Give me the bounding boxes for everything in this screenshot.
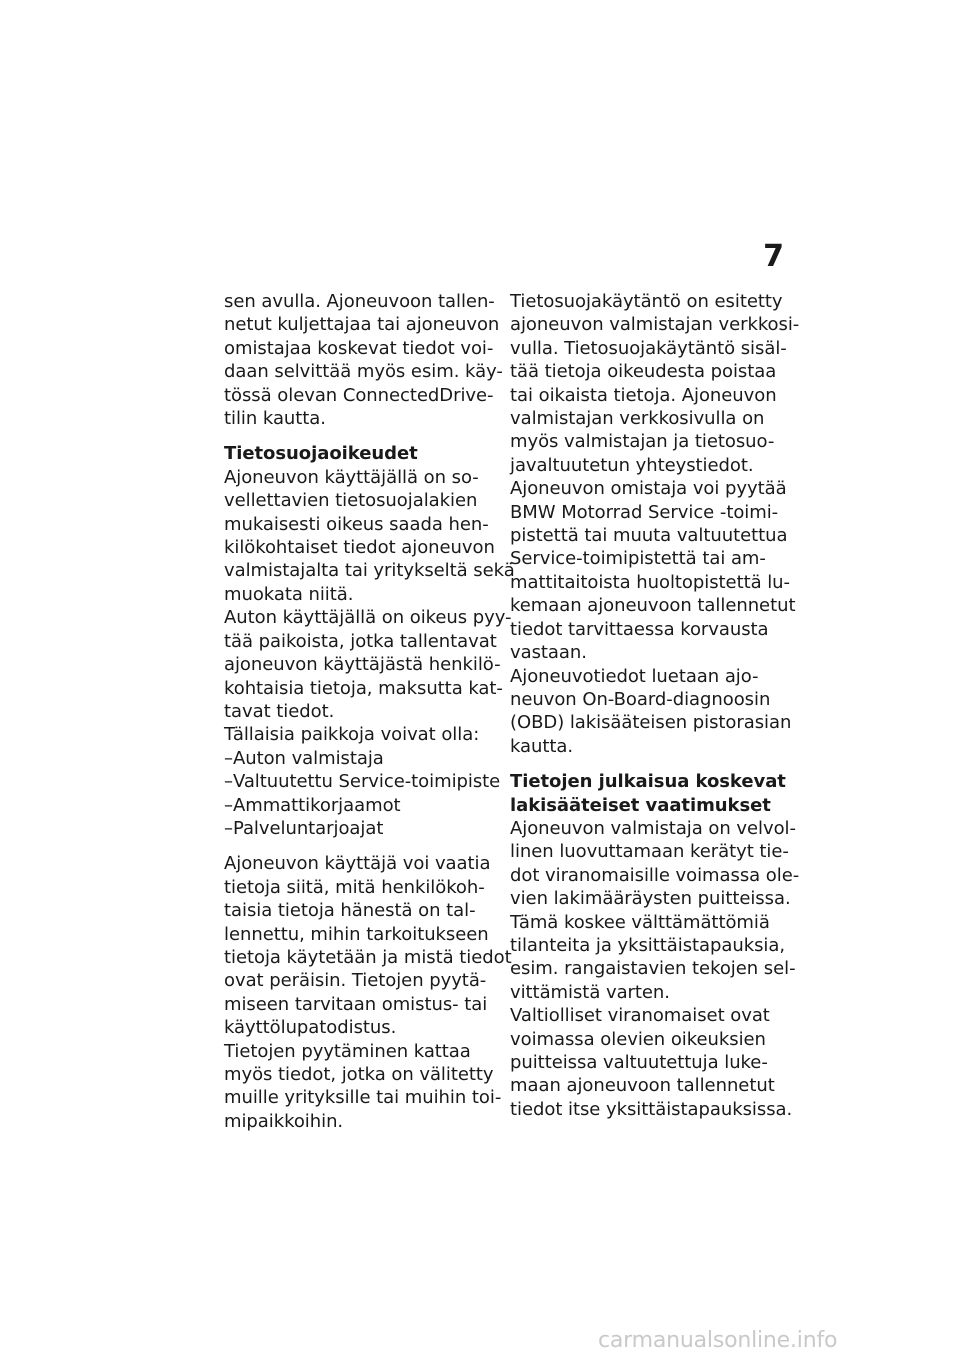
text-line: kemaan ajoneuvoon tallennetut xyxy=(510,595,796,617)
text-line: esim. rangaistavien tekojen sel- xyxy=(510,958,796,980)
text-line: vien lakimääräysten puitteissa. xyxy=(510,888,791,910)
text-line: dot viranomaisille voimassa ole- xyxy=(510,864,800,886)
paragraph-gap xyxy=(224,840,496,852)
text-line: kohtaisia tietoja, maksutta kat- xyxy=(224,677,503,699)
text-line: maan ajoneuvoon tallennetut xyxy=(510,1075,775,1097)
text-line: Tämä koskee välttämättömiä xyxy=(510,911,770,933)
text-line: mukaisesti oikeus saada hen- xyxy=(224,513,489,535)
text-line: lakisääteiset vaatimukset xyxy=(510,794,771,816)
text-line: ajoneuvon valmistajan verkkosi- xyxy=(510,314,800,336)
left-text-column xyxy=(224,290,515,1133)
text-line: Ajoneuvon käyttäjällä on so- xyxy=(224,466,479,488)
text-line: vittämistä varten. xyxy=(510,981,670,1003)
text-line: tiedot tarvittaessa korvausta xyxy=(510,618,769,640)
text-line: –Ammattikorjaamot xyxy=(224,794,401,816)
text-line: puitteissa valtuutettuja luke- xyxy=(510,1052,768,1073)
text-line: tai oikaista tietoja. Ajoneuvon xyxy=(510,384,777,406)
text-line: omistajaa koskevat tiedot voi- xyxy=(224,337,494,359)
text-line: Ajoneuvon käyttäjä voi vaatia xyxy=(224,853,491,875)
text-line: taisia tietoja hänestä on tal- xyxy=(224,900,476,922)
text-line: valmistajalta tai yritykseltä sekä xyxy=(224,560,515,582)
text-line: myös tiedot, jotka on välitetty xyxy=(224,1064,494,1085)
text-line: valmistajan verkkosivulla on xyxy=(510,408,765,430)
paragraph-gap xyxy=(510,758,782,770)
page-number: 7 xyxy=(763,239,784,274)
text-line: käyttölupatodistus. xyxy=(224,1017,397,1039)
text-line: tää paikoista, jotka tallentavat xyxy=(224,630,497,652)
text-line: tavat tiedot. xyxy=(224,700,335,722)
text-line: Valtiolliset viranomaiset ovat xyxy=(510,1005,770,1027)
text-line: miseen tarvitaan omistus- tai xyxy=(224,993,488,1015)
text-line: kilökohtaiset tiedot ajoneuvon xyxy=(224,537,495,559)
text-line: mipaikkoihin. xyxy=(224,1110,344,1132)
text-line: sen avulla. Ajoneuvoon tallen- xyxy=(224,291,495,312)
text-line: –Auton valmistaja xyxy=(224,747,384,769)
text-line: Ajoneuvon valmistaja on velvol- xyxy=(510,817,796,839)
text-line: –Valtuutettu Service-toimipiste xyxy=(224,771,501,793)
text-line: muille yrityksille tai muihin toi- xyxy=(224,1087,502,1109)
right-text-column xyxy=(510,290,800,1121)
text-line: kautta. xyxy=(510,735,574,757)
text-line: Tietosuojaoikeudet xyxy=(224,443,418,465)
paragraph-gap xyxy=(224,430,496,442)
text-line: tilin kautta. xyxy=(224,408,326,430)
text-line: tietoja siitä, mitä henkilökoh- xyxy=(224,876,485,898)
text-line: Tietojen pyytäminen kattaa xyxy=(224,1040,471,1062)
text-line: mattitaitoista huoltopistettä lu- xyxy=(510,571,790,593)
text-line: Ajoneuvotiedot luetaan ajo- xyxy=(510,665,759,687)
text-line: neuvon On-Board-diagnoosin xyxy=(510,688,771,710)
watermark-text: carmanualsonline.info xyxy=(598,1328,838,1353)
text-line: javaltuutetun yhteystiedot. xyxy=(510,454,754,476)
text-line: vellettavien tietosuojalakien xyxy=(224,490,478,512)
text-line: voimassa olevien oikeuksien xyxy=(510,1028,766,1050)
text-line: Tietosuojakäytäntö on esitetty xyxy=(510,291,783,312)
text-line: myös valmistajan ja tietosuo- xyxy=(510,431,775,453)
text-line: netut kuljettajaa tai ajoneuvon xyxy=(224,314,500,336)
text-line: lennettu, mihin tarkoitukseen xyxy=(224,923,489,945)
text-line: daan selvittää myös esim. käy- xyxy=(224,361,503,383)
text-line: linen luovuttamaan kerätyt tie- xyxy=(510,841,789,863)
text-line: Auton käyttäjällä on oikeus pyy- xyxy=(224,607,512,629)
paragraph xyxy=(224,852,512,1133)
text-line: ovat peräisin. Tietojen pyytä- xyxy=(224,970,487,992)
text-line: tössä olevan ConnectedDrive- xyxy=(224,384,494,406)
text-line: vastaan. xyxy=(510,642,587,664)
text-line: tilanteita ja yksittäistapauksia, xyxy=(510,934,786,956)
section-heading xyxy=(510,770,786,817)
paragraph xyxy=(224,290,503,430)
text-line: Tällaisia paikkoja voivat olla: xyxy=(224,724,480,746)
paragraph xyxy=(224,466,515,841)
text-line: –Palveluntarjoajat xyxy=(224,817,384,839)
text-line: (OBD) lakisääteisen pistorasian xyxy=(510,712,792,734)
text-line: tiedot itse yksittäistapauksissa. xyxy=(510,1098,793,1120)
text-line: muokata niitä. xyxy=(224,583,354,605)
text-line: BMW Motorrad Service -toimi- xyxy=(510,501,779,523)
text-line: ajoneuvon käyttäjästä henkilö- xyxy=(224,654,501,676)
section-heading xyxy=(224,442,496,465)
text-line: tää tietoja oikeudesta poistaa xyxy=(510,361,777,383)
text-line: Ajoneuvon omistaja voi pyytää xyxy=(510,478,787,500)
text-line: Service-toimipistettä tai am- xyxy=(510,548,766,570)
text-line: pistettä tai muuta valtuutettua xyxy=(510,525,788,547)
paragraph xyxy=(510,290,800,758)
paragraph xyxy=(510,817,800,1121)
text-line: vulla. Tietosuojakäytäntö sisäl- xyxy=(510,337,787,359)
text-line: Tietojen julkaisua koskevat xyxy=(510,771,786,793)
text-line: tietoja käytetään ja mistä tiedot xyxy=(224,946,512,968)
